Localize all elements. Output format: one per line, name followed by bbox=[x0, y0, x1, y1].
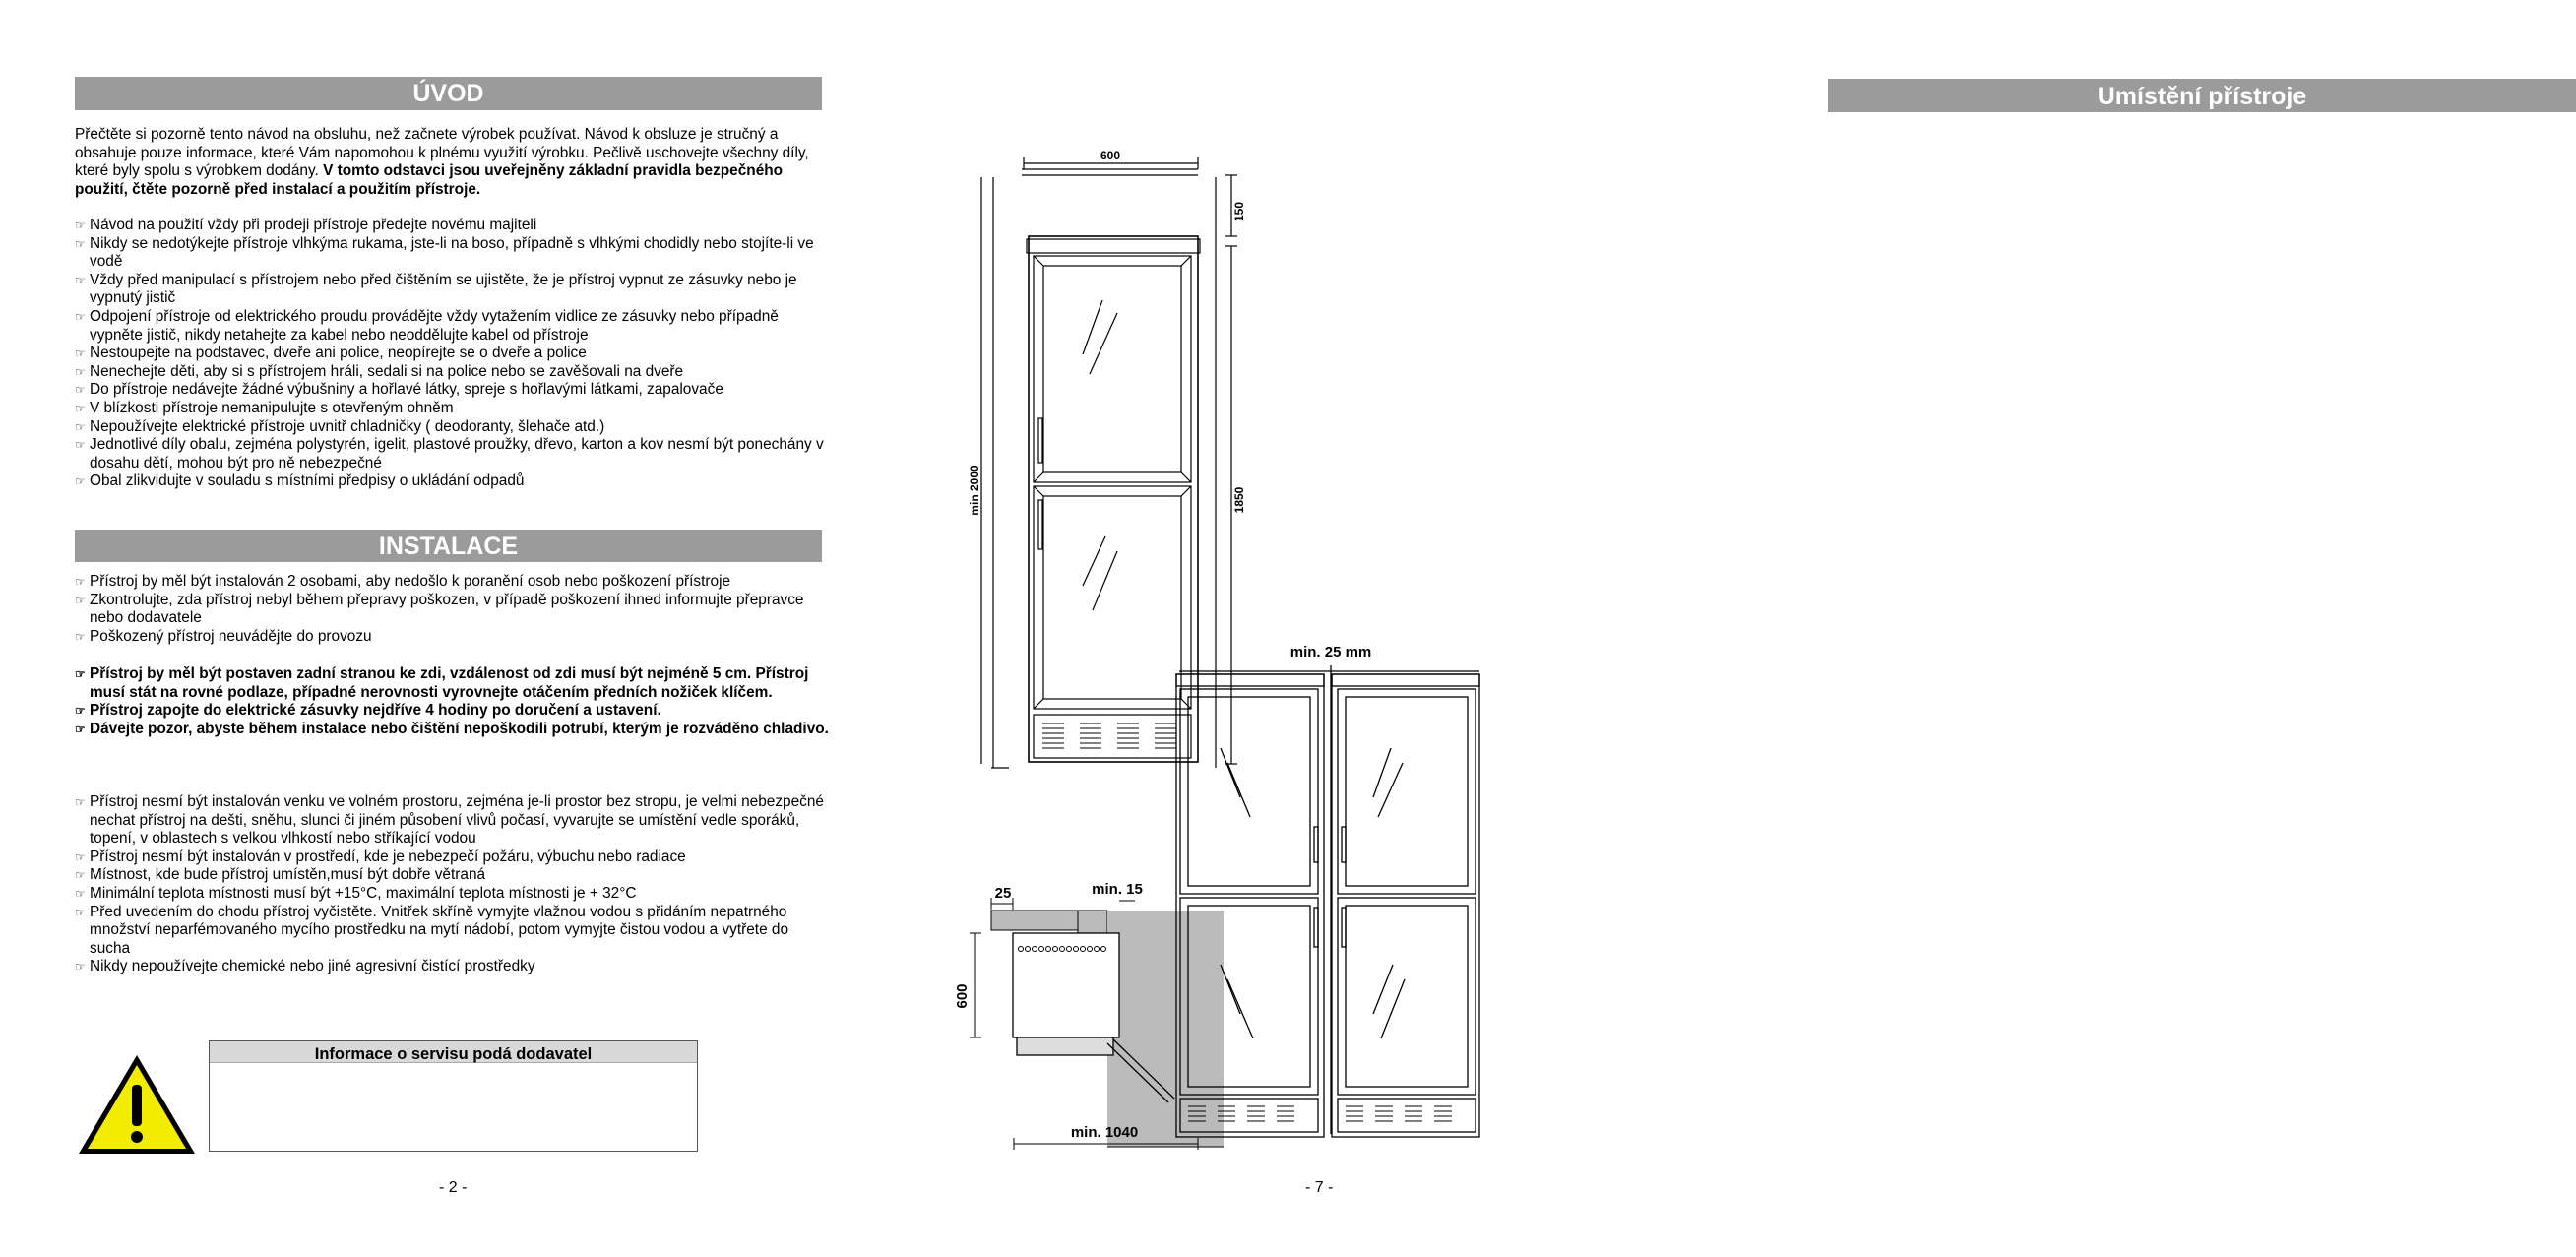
dim-height-1850: 1850 bbox=[1232, 486, 1246, 514]
hand-pointing-icon: ☞ bbox=[75, 346, 86, 361]
hand-pointing-icon: ☞ bbox=[75, 868, 86, 883]
list-item-text: Návod na použití vždy při prodeji přístroje předejte novému majiteli bbox=[90, 217, 537, 233]
list-item-text: Do přístroje nedávejte žádné výbušniny a hořlavé látky, spreje s hořlavými látkami, zapalovače bbox=[90, 381, 723, 399]
service-info-box bbox=[209, 1040, 698, 1152]
list-item bbox=[75, 363, 833, 382]
safety-list bbox=[75, 217, 833, 491]
list-item-text: Dávejte pozor, abyste během instalace nebo čištění nepoškodili potrubí, kterým je rozváděno chladivo. bbox=[90, 720, 829, 737]
hand-pointing-icon: ☞ bbox=[75, 219, 86, 232]
hand-pointing-icon: ☞ bbox=[75, 401, 86, 415]
list-item bbox=[75, 400, 833, 418]
hand-pointing-icon: ☞ bbox=[75, 667, 86, 681]
hand-pointing-icon: ☞ bbox=[75, 364, 86, 379]
list-item bbox=[75, 472, 833, 491]
list-item bbox=[75, 848, 833, 867]
dim-door-min1040: min. 1040 bbox=[1070, 1124, 1139, 1141]
hand-pointing-icon: ☞ bbox=[75, 795, 86, 809]
section-title-instalace: INSTALACE bbox=[75, 530, 822, 562]
list-item-text: Přístroj nesmí být instalován v prostředí, kde je nebezpečí požáru, výbuchu nebo radiace bbox=[90, 848, 686, 865]
install-list-c bbox=[75, 793, 833, 976]
section-title-umisteni: Umístění přístroje bbox=[1828, 79, 2576, 112]
hand-pointing-icon: ☞ bbox=[75, 704, 86, 719]
hand-pointing-icon: ☞ bbox=[75, 309, 86, 324]
list-item-text: Obal zlikvidujte v souladu s místními předpisy o ukládání odpadů bbox=[90, 472, 525, 490]
list-item bbox=[75, 885, 833, 904]
service-info-title: Informace o servisu podá dodavatel bbox=[210, 1041, 697, 1063]
intro-paragraph bbox=[75, 126, 833, 199]
list-item bbox=[75, 592, 833, 628]
list-item bbox=[75, 702, 833, 721]
list-item-text: Nikdy nepoužívejte chemické nebo jiné agresivní čistící prostředky bbox=[90, 958, 535, 975]
left-page bbox=[0, 0, 881, 1257]
hand-pointing-icon: ☞ bbox=[75, 438, 86, 453]
hand-pointing-icon: ☞ bbox=[75, 419, 86, 434]
list-item-text: Nepoužívejte elektrické přístroje uvnitř chladničky ( deodoranty, šlehače atd.) bbox=[90, 417, 605, 435]
list-item bbox=[75, 436, 833, 472]
intro-normal-text: Přečtěte si pozorně tento návod na obsluhu, než začnete výrobek používat. Návod k obsluze je stručný a obsahuje pouze informace, které Vám napomohou k plnému využití výrobku. Pečlivě uschovejte všechny díly, které byly spolu s výrobkem dodány. bbox=[75, 126, 809, 180]
install-list-b bbox=[75, 665, 833, 738]
intro-bold-text: V tomto odstavci jsou uveřejněny základní pravidla bezpečného použití, čtěte pozorně před instalací a použitím přístroje. bbox=[75, 162, 784, 198]
side-view-diagram bbox=[954, 881, 1224, 1150]
list-item bbox=[75, 235, 833, 272]
list-item-text: Vždy před manipulací s přístrojem nebo před čištěním se ujistěte, že je přístroj vypnut ze zásuvky nebo je vypnutý jistič bbox=[90, 271, 797, 307]
list-item-text: Minimální teplota místnosti musí být +15°C, maximální teplota místnosti je + 32°C bbox=[90, 884, 637, 902]
hand-pointing-icon: ☞ bbox=[75, 593, 86, 607]
list-item bbox=[75, 573, 833, 592]
list-item-text: V blízkosti přístroje nemanipulujte s otevřeným ohněm bbox=[90, 399, 454, 416]
list-item bbox=[75, 904, 833, 959]
list-item-text: Přístroj zapojte do elektrické zásuvky nejdříve 4 hodiny po doručení a ustavení. bbox=[90, 702, 661, 720]
page-number-left: - 2 - bbox=[439, 1179, 468, 1196]
dim-width-600: 600 bbox=[1100, 149, 1121, 162]
list-item bbox=[75, 628, 833, 647]
hand-pointing-icon: ☞ bbox=[75, 960, 86, 974]
hand-pointing-icon: ☞ bbox=[75, 905, 86, 919]
dim-depth-600: 600 bbox=[954, 983, 971, 1009]
list-item bbox=[75, 308, 833, 345]
list-item-text: Odpojení přístroje od elektrického proudu provádějte vždy vytažením vidlice ze zásuvky nebo případně vypněte jistič, nikdy netahejte za kabel nebo neoddělujte kabel od přístroje bbox=[90, 307, 779, 344]
hand-pointing-icon: ☞ bbox=[75, 474, 86, 489]
list-item bbox=[75, 217, 833, 235]
list-item bbox=[75, 665, 833, 702]
section-title-uvod: ÚVOD bbox=[75, 77, 822, 110]
list-item bbox=[75, 866, 833, 885]
page-number-right: - 7 - bbox=[1305, 1179, 1334, 1196]
list-item bbox=[75, 958, 833, 976]
hand-pointing-icon: ☞ bbox=[75, 236, 86, 251]
hand-pointing-icon: ☞ bbox=[75, 629, 86, 644]
list-item bbox=[75, 418, 833, 437]
list-item-text: Nestoupejte na podstavec, dveře ani police, neopírejte se o dveře a police bbox=[90, 345, 587, 362]
dim-back-25: 25 bbox=[994, 885, 1012, 902]
list-item-text: Nikdy se nedotýkejte přístroje vlhkýma rukama, jste-li na boso, případně s vlhkými chodidly nebo stojíte-li ve vodě bbox=[90, 234, 814, 271]
list-item-text: Zkontrolujte, zda přístroj nebyl během přepravy poškozen, v případě poškození ihned informujte přepravce nebo dodavatele bbox=[90, 591, 804, 627]
dim-side-min15: min. 15 bbox=[1092, 881, 1143, 898]
list-item-text: Přístroj nesmí být instalován venku ve volném prostoru, zejména je-li prostor bez stropu, je velmi nebezpečné nechat přístroj na dešti, sněhu, slunci či jiném působení vlivů počasí, vyvarujte se umístění vedle sporáků, topení, v oblastech s velkou vlhkostí nebo stříkající vodou bbox=[90, 793, 824, 848]
fridge-grille bbox=[1042, 723, 1176, 748]
install-list-a bbox=[75, 573, 833, 646]
hand-pointing-icon: ☞ bbox=[75, 886, 86, 901]
list-item bbox=[75, 381, 833, 400]
hand-pointing-icon: ☞ bbox=[75, 383, 86, 398]
dim-gap-min25: min. 25 mm bbox=[1289, 644, 1372, 660]
list-item-text: Jednotlivé díly obalu, zejména polystyrén, igelit, plastové proužky, dřevo, karton a kov nesmí být ponechány v dosahu dětí, mohou být pro ně nebezpečné bbox=[90, 436, 824, 471]
list-item-text: Nenechejte děti, aby si s přístrojem hráli, sedali si na police nebo se zavěšovali na dveře bbox=[90, 362, 684, 380]
list-item bbox=[75, 345, 833, 363]
list-item-text: Místnost, kde bude přístroj umístěn,musí být dobře větraná bbox=[90, 866, 486, 884]
list-item bbox=[75, 721, 833, 739]
hand-pointing-icon: ☞ bbox=[75, 575, 86, 589]
hand-pointing-icon: ☞ bbox=[75, 849, 86, 864]
right-page bbox=[881, 0, 2307, 1257]
hand-pointing-icon: ☞ bbox=[75, 273, 86, 287]
hand-pointing-icon: ☞ bbox=[75, 722, 86, 736]
list-item bbox=[75, 272, 833, 308]
list-item-text: Před uvedením do chodu přístroj vyčistěte. Vnitřek skříně vymyjte vlažnou vodou s přidáním nepatrného množství neparfémovaného mycího prostředku na mytí nádobí, potom vymyjte čistou vodou a vytřete do sucha bbox=[90, 903, 789, 957]
dim-height-min2000: min 2000 bbox=[968, 465, 981, 516]
dim-top-150: 150 bbox=[1232, 201, 1246, 222]
double-fridge-grilles bbox=[1188, 1106, 1452, 1121]
fridge-dimension-diagram bbox=[881, 0, 1762, 1257]
list-item-text: Poškozený přístroj neuvádějte do provozu bbox=[90, 627, 372, 645]
warning-triangle-icon bbox=[77, 1053, 197, 1157]
list-item-text: Přístroj by měl být postaven zadní stranou ke zdi, vzdálenost od zdi musí být nejméně 5 cm. Přístroj musí stát na rovné podlaze, případné nerovnosti vyrovnejte otáčením předních nožiček klíčem. bbox=[90, 665, 809, 701]
list-item-text: Přístroj by měl být instalován 2 osobami, aby nedošlo k poranění osob nebo poškození přístroje bbox=[90, 573, 731, 590]
list-item bbox=[75, 793, 833, 848]
